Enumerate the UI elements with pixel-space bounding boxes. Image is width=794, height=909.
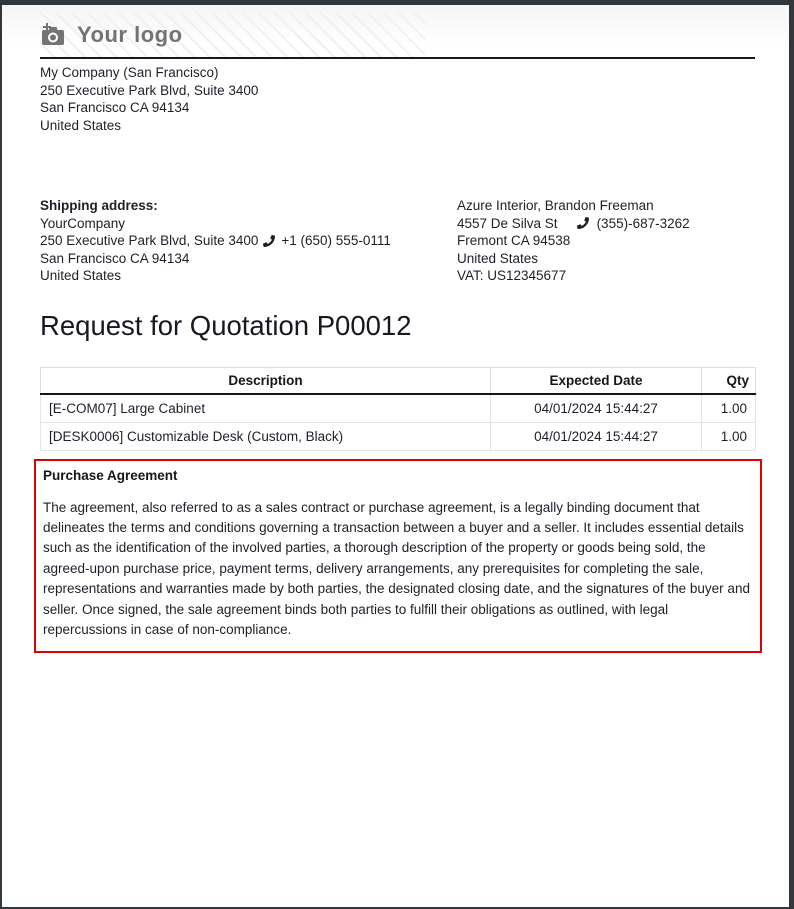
shipping-address-heading: Shipping address: (40, 198, 158, 213)
company-country: United States (40, 117, 122, 133)
customer-street-phone-line (457, 215, 755, 233)
document-page (2, 5, 789, 907)
line-expected-date: 04/01/2024 15:44:27 (491, 394, 702, 423)
company-address-block (40, 64, 755, 134)
table-header-row (41, 367, 756, 394)
shipping-street-phone-line (40, 232, 457, 250)
line-qty: 1.00 (702, 394, 756, 423)
purchase-agreement-heading: Purchase Agreement (43, 467, 178, 483)
order-lines-table (40, 367, 756, 451)
shipping-phone: +1 (650) 555-0111 (281, 233, 391, 248)
shipping-address-block (40, 197, 457, 285)
logo-text: Your logo (77, 21, 183, 47)
company-street: 250 Executive Park Blvd, Suite 3400 (40, 82, 259, 98)
line-description: [E-COM07] Large Cabinet (41, 394, 491, 423)
phone-icon (577, 217, 589, 229)
line-qty: 1.00 (702, 422, 756, 450)
shipping-country: United States (40, 268, 122, 283)
column-header-qty: Qty (702, 367, 756, 394)
shipping-name: YourCompany (40, 215, 126, 231)
company-city: San Francisco CA 94134 (40, 100, 190, 115)
shipping-street: 250 Executive Park Blvd, Suite 3400 (40, 233, 259, 248)
page-content (2, 5, 789, 653)
customer-name: Azure Interior, Brandon Freeman (457, 198, 654, 213)
customer-phone: (355)-687-3262 (596, 215, 690, 231)
logo-placeholder (40, 12, 425, 57)
line-description: [DESK0006] Customizable Desk (Custom, Black) (41, 422, 491, 450)
company-name: My Company (San Francisco) (40, 65, 219, 80)
column-header-description: Description (41, 367, 491, 394)
customer-vat: VAT: US12345677 (457, 268, 567, 283)
customer-address-block (457, 197, 755, 285)
customer-country: United States (457, 250, 539, 266)
customer-city: Fremont CA 94538 (457, 233, 571, 248)
column-header-expected-date: Expected Date (491, 367, 702, 394)
shipping-city: San Francisco CA 94134 (40, 250, 190, 266)
phone-icon (263, 235, 275, 247)
table-row (41, 422, 756, 450)
customer-street: 4557 De Silva St (457, 215, 558, 231)
header-divider (40, 57, 755, 59)
address-columns (40, 197, 755, 285)
purchase-agreement-highlight-box (34, 459, 762, 654)
table-row (41, 394, 756, 423)
camera-plus-icon (40, 23, 66, 47)
line-expected-date: 04/01/2024 15:44:27 (491, 422, 702, 450)
page-title: Request for Quotation P00012 (40, 309, 412, 341)
purchase-agreement-text: The agreement, also referred to as a sales contract or purchase agreement, is a legally binding document that delineates the terms and conditions governing a transaction between a buyer and a seller. It includes essential details such as the identification of the involved parties, a thorough description of the property or goods being sold, the agreed-upon purchase price, payment terms, delivery arrangements, any prerequisites for completing the sale, representations and warranties made by both parties, the designated closing date, and the signatures of the buyer and seller. Once signed, the sale agreement binds both parties to fulfill their obligations as outlined, with legal repercussions in case of non-compliance. (43, 499, 750, 637)
